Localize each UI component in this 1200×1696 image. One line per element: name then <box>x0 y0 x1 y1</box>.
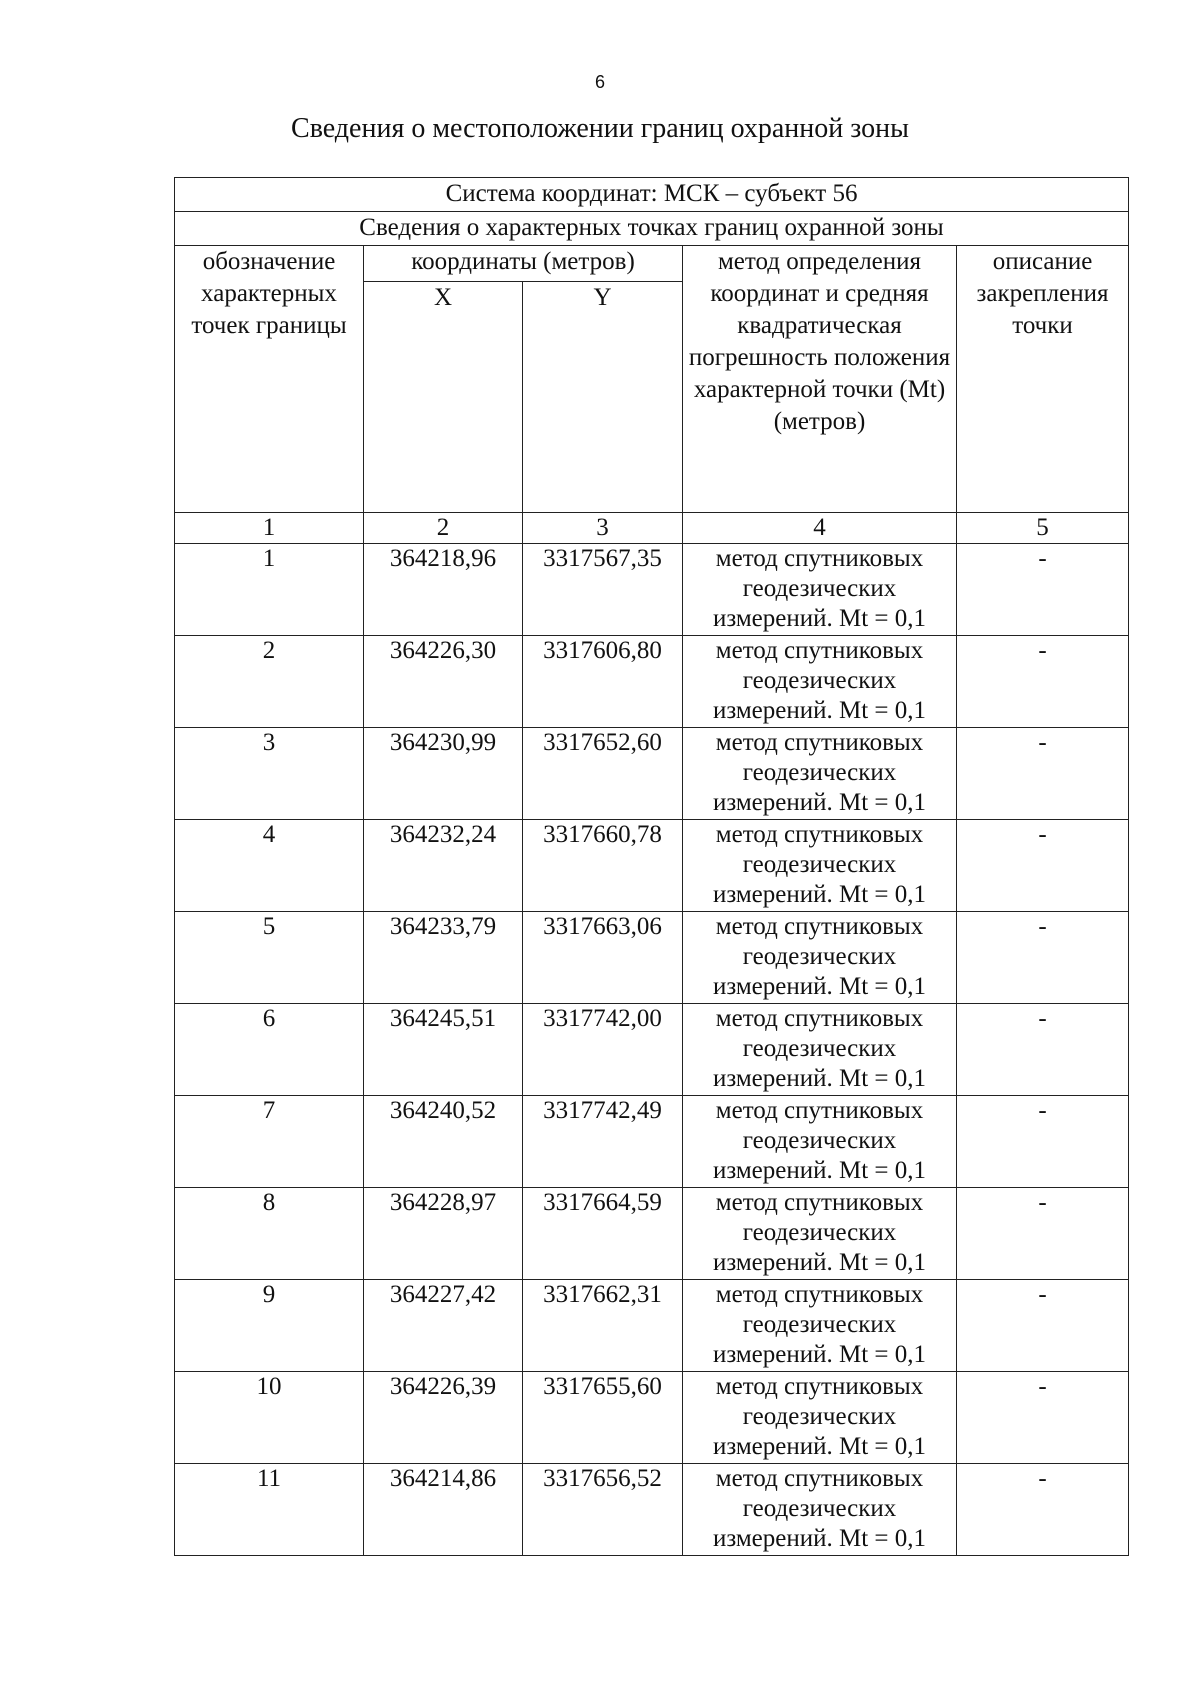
description-cell: - <box>957 912 1129 1004</box>
point-number-cell: 10 <box>175 1372 364 1464</box>
description-cell: - <box>957 728 1129 820</box>
page-number: 6 <box>594 72 605 92</box>
y-coordinate-cell: 3317567,35 <box>523 544 683 636</box>
y-coordinate-cell: 3317742,00 <box>523 1004 683 1096</box>
table-row <box>175 636 1129 728</box>
column-number: 1 <box>175 513 364 544</box>
table-row <box>175 912 1129 1004</box>
column-number: 4 <box>683 513 957 544</box>
point-number-cell: 9 <box>175 1280 364 1372</box>
header-coordinates: координаты (метров) <box>364 246 683 282</box>
header-description: описание закрепления точки <box>957 246 1129 513</box>
description-cell: - <box>957 1004 1129 1096</box>
table-row <box>175 1188 1129 1280</box>
x-coordinate-cell: 364227,42 <box>364 1280 523 1372</box>
y-coordinate-cell: 3317652,60 <box>523 728 683 820</box>
table-row <box>175 1096 1129 1188</box>
point-number-cell: 3 <box>175 728 364 820</box>
y-coordinate-cell: 3317655,60 <box>523 1372 683 1464</box>
column-number: 3 <box>523 513 683 544</box>
boundary-points-table <box>174 177 1129 1556</box>
table-row <box>175 820 1129 912</box>
point-number-cell: 4 <box>175 820 364 912</box>
description-cell: - <box>957 1096 1129 1188</box>
description-cell: - <box>957 1280 1129 1372</box>
table-row <box>175 1464 1129 1556</box>
method-cell: метод спутниковых геодезических измерений. Mt = 0,1 <box>683 728 957 820</box>
x-coordinate-cell: 364240,52 <box>364 1096 523 1188</box>
description-cell: - <box>957 1372 1129 1464</box>
x-coordinate-cell: 364232,24 <box>364 820 523 912</box>
x-coordinate-cell: 364226,30 <box>364 636 523 728</box>
section-header: Сведения о характерных точках границ охранной зоны <box>175 212 1129 246</box>
method-cell: метод спутниковых геодезических измерений. Mt = 0,1 <box>683 636 957 728</box>
document-title: Сведения о местоположении границ охранной зоны <box>291 113 909 144</box>
coordinate-system-header: Система координат: МСК – субъект 56 <box>175 178 1129 212</box>
point-number-cell: 8 <box>175 1188 364 1280</box>
y-coordinate-cell: 3317660,78 <box>523 820 683 912</box>
description-cell: - <box>957 820 1129 912</box>
point-number-cell: 2 <box>175 636 364 728</box>
x-coordinate-cell: 364218,96 <box>364 544 523 636</box>
x-coordinate-cell: 364214,86 <box>364 1464 523 1556</box>
column-number: 5 <box>957 513 1129 544</box>
column-numbers-row <box>175 513 1129 544</box>
method-cell: метод спутниковых геодезических измерений. Mt = 0,1 <box>683 1004 957 1096</box>
table-row <box>175 1004 1129 1096</box>
point-number-cell: 7 <box>175 1096 364 1188</box>
method-cell: метод спутниковых геодезических измерений. Mt = 0,1 <box>683 544 957 636</box>
column-number: 2 <box>364 513 523 544</box>
x-coordinate-cell: 364245,51 <box>364 1004 523 1096</box>
method-cell: метод спутниковых геодезических измерений. Mt = 0,1 <box>683 1280 957 1372</box>
description-cell: - <box>957 636 1129 728</box>
header-method: метод определения координат и средняя квадратическая погрешность положения характерной точки (Mt) (метров) <box>683 246 957 513</box>
description-cell: - <box>957 544 1129 636</box>
point-number-cell: 1 <box>175 544 364 636</box>
x-coordinate-cell: 364230,99 <box>364 728 523 820</box>
x-coordinate-cell: 364228,97 <box>364 1188 523 1280</box>
header-designation: обозначение характерных точек границы <box>175 246 364 513</box>
method-cell: метод спутниковых геодезических измерений. Mt = 0,1 <box>683 1096 957 1188</box>
x-coordinate-cell: 364226,39 <box>364 1372 523 1464</box>
method-cell: метод спутниковых геодезических измерений. Mt = 0,1 <box>683 1188 957 1280</box>
y-coordinate-cell: 3317742,49 <box>523 1096 683 1188</box>
method-cell: метод спутниковых геодезических измерений. Mt = 0,1 <box>683 820 957 912</box>
header-y: Y <box>523 281 683 512</box>
point-number-cell: 6 <box>175 1004 364 1096</box>
x-coordinate-cell: 364233,79 <box>364 912 523 1004</box>
table-row <box>175 1372 1129 1464</box>
method-cell: метод спутниковых геодезических измерений. Mt = 0,1 <box>683 1372 957 1464</box>
description-cell: - <box>957 1464 1129 1556</box>
y-coordinate-cell: 3317606,80 <box>523 636 683 728</box>
table-row <box>175 728 1129 820</box>
point-number-cell: 5 <box>175 912 364 1004</box>
point-number-cell: 11 <box>175 1464 364 1556</box>
header-x: X <box>364 281 523 512</box>
table-row <box>175 544 1129 636</box>
description-cell: - <box>957 1188 1129 1280</box>
y-coordinate-cell: 3317662,31 <box>523 1280 683 1372</box>
table-row <box>175 1280 1129 1372</box>
method-cell: метод спутниковых геодезических измерений. Mt = 0,1 <box>683 1464 957 1556</box>
y-coordinate-cell: 3317656,52 <box>523 1464 683 1556</box>
y-coordinate-cell: 3317664,59 <box>523 1188 683 1280</box>
y-coordinate-cell: 3317663,06 <box>523 912 683 1004</box>
method-cell: метод спутниковых геодезических измерений. Mt = 0,1 <box>683 912 957 1004</box>
